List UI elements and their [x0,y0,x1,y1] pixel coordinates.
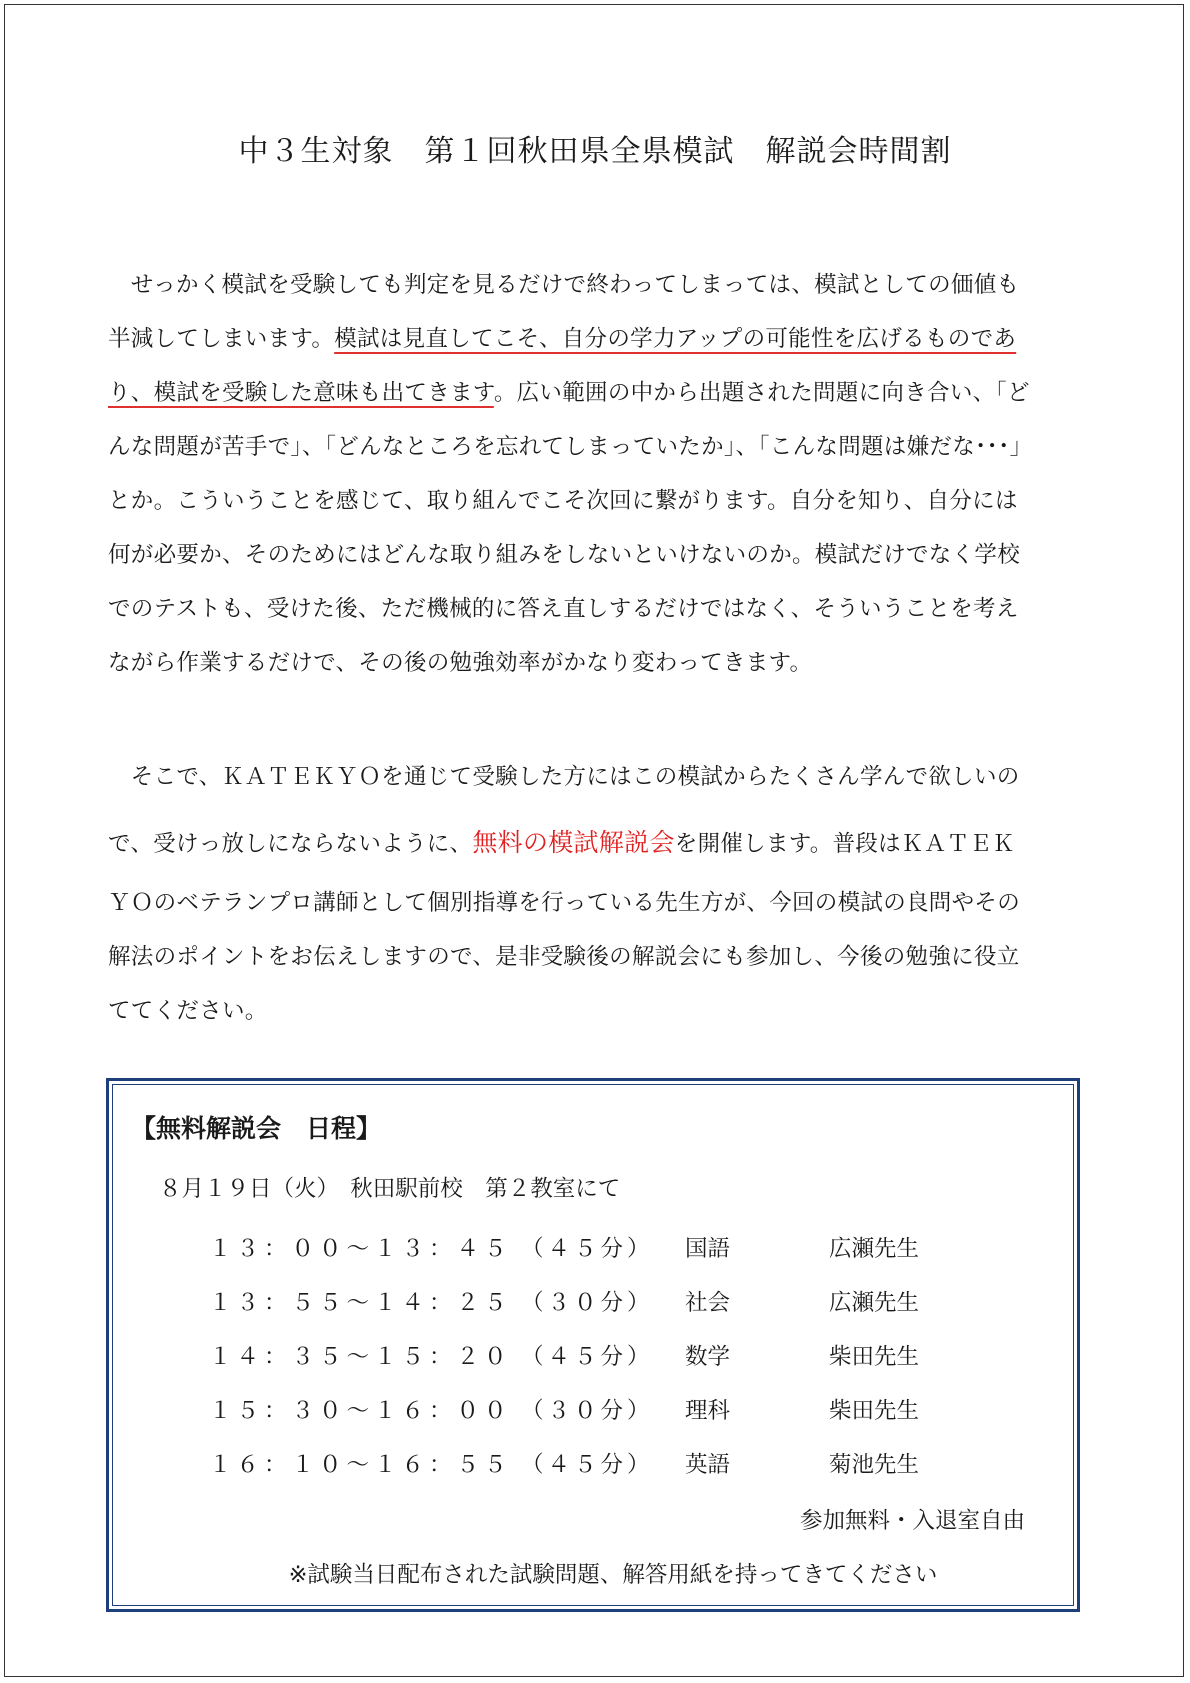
session-subject: 数学 [685,1344,731,1370]
paragraph-line: ながら作業するだけで、その後の勉強効率がかなり変わってきます。 [108,650,813,676]
paragraph-line: ててください。 [108,998,268,1024]
session-duration: （４５分） [521,1344,654,1370]
session-teacher: 広瀬先生 [829,1290,920,1316]
free-admission-note: 参加無料・入退室自由 [799,1508,1025,1534]
free-seminar-highlight: 無料の模試解説会 [472,828,675,857]
intro-paragraph [108,258,1098,690]
paragraph-line [108,366,1098,420]
session-teacher: 広瀬先生 [829,1236,920,1262]
paragraph-line: そこで、ＫＡＴＥＫＹＯを通じて受験した方にはこの模試からたくさん学んで欲しいの [108,764,1020,790]
session-teacher: 柴田先生 [829,1344,920,1370]
schedule-date-place: ８月１９日（火） 秋田駅前校 第２教室にて [159,1176,621,1202]
session-subject: 国語 [685,1236,731,1262]
bring-materials-note: ※試験当日配布された試験問題、解答用紙を持ってきてください [288,1562,938,1588]
session-duration: （４５分） [521,1452,654,1478]
session-subject: 英語 [685,1452,731,1478]
text-segment: 。広い範囲の中から出題された問題に向き合い、「ど [493,380,1030,406]
paragraph-line: とか。こういうことを感じて、取り組んでこそ次回に繋がります。自分を知り、自分には [108,488,1018,514]
underlined-emphasis: り、模試を受験した意味も出てきます [108,380,494,406]
session-subject: 理科 [685,1398,731,1424]
paragraph-line: んな問題が苦手で」、「どんなところを忘れてしまっていたか」、「こんな問題は嫌だな･･･」 [108,434,1033,460]
session-duration: （３０分） [521,1398,654,1424]
underlined-emphasis: 模試は見直してこそ、自分の学力アップの可能性を広げるものであ [334,326,1017,352]
session-duration: （３０分） [521,1290,654,1316]
paragraph-line: ＹＯのベテランプロ講師として個別指導を行っている先生方が、今回の模試の良問やその [108,890,1021,916]
text-segment: 半減してしまいます。 [108,326,335,352]
paragraph-line: 何が必要か、そのためにはどんな取り組みをしないといけないのか。模試だけでなく学校 [108,542,1021,568]
schedule-box [106,1078,1080,1612]
session-teacher: 柴田先生 [829,1398,920,1424]
schedule-heading: 【無料解説会 日程】 [131,1114,382,1143]
text-segment: で、受けっ放しにならないように、 [108,831,473,857]
session-time: １５：３０～１６：００ [209,1398,512,1424]
page-title: 中３生対象 第１回秋田県全県模試 解説会時間割 [238,134,952,169]
paragraph-line [108,312,1098,366]
session-time: １３：５５～１４：２５ [209,1290,512,1316]
paragraph-line [108,810,1098,876]
session-time: １６：１０～１６：５５ [209,1452,512,1478]
paragraph-line: せっかく模試を受験しても判定を見るだけで終わってしまっては、模試としての価値も [108,272,1020,298]
text-segment: を開催します。普段はＫＡＴＥＫ [674,831,1015,857]
paragraph-line: でのテストも、受けた後、ただ機械的に答え直しするだけではなく、そういうことを考え [108,596,1019,622]
paragraph-line: 解法のポイントをお伝えしますので、是非受験後の解説会にも参加し、今後の勉強に役立 [108,944,1020,970]
session-time: １４：３５～１５：２０ [209,1344,512,1370]
announcement-paragraph [108,744,1098,1038]
session-subject: 社会 [685,1290,731,1316]
session-teacher: 菊池先生 [829,1452,920,1478]
session-time: １３：００～１３：４５ [209,1236,512,1262]
session-duration: （４５分） [521,1236,654,1262]
